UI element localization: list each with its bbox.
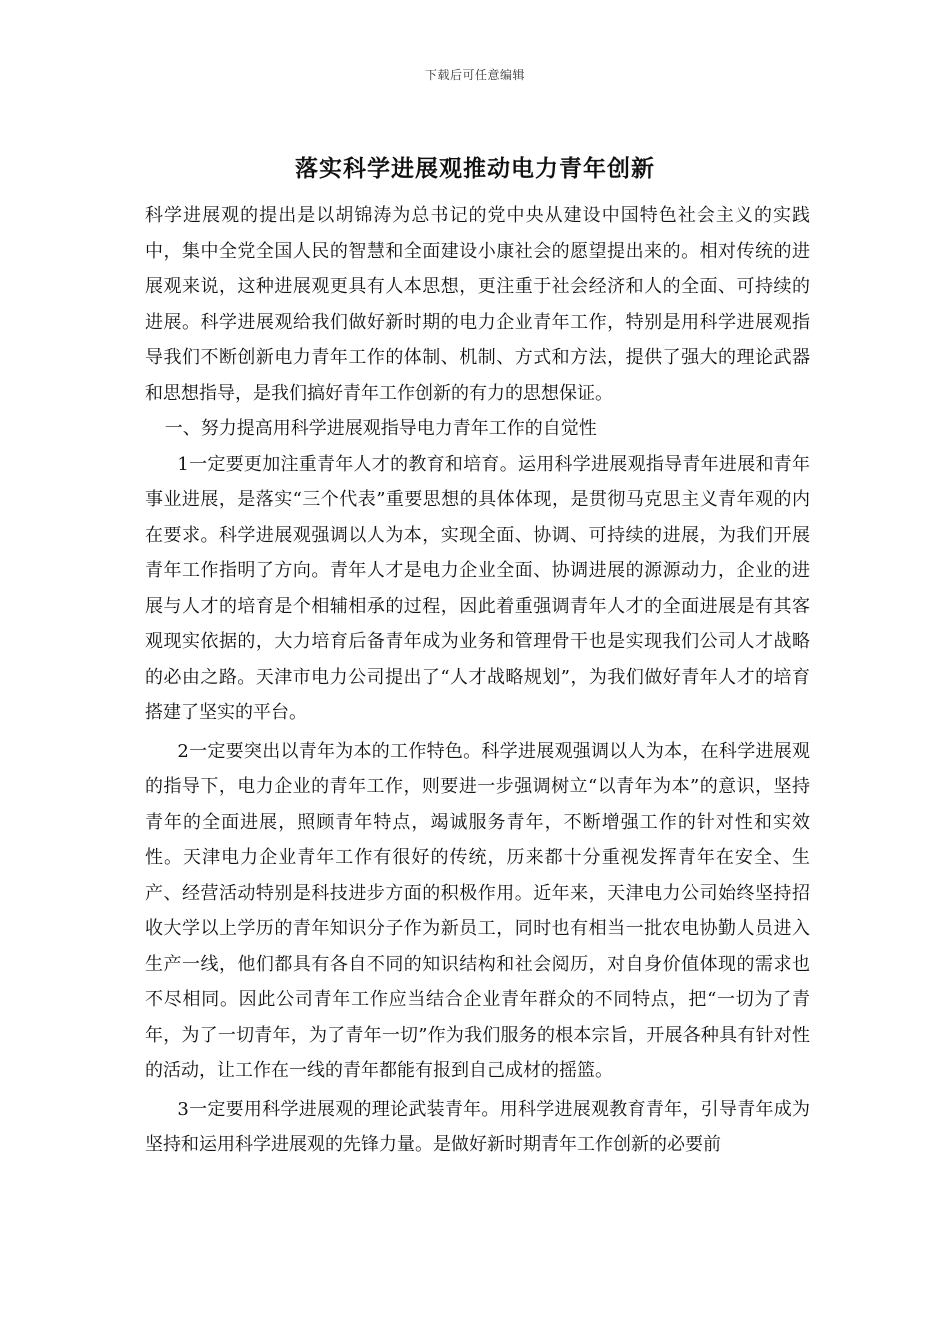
paragraph-point-2: 2一定要突出以青年为本的工作特色。科学进展观强调以人为本，在科学进展观的指导下，电力企业的青年工作，则要进一步强调树立“以青年为本”的意识，坚持青年的全面进展，照顾青年特点，竭诚服务青年，不断增强工作的针对性和实效性。天津电力企业青年工作有很好的传统，历来都十分重视发挥青年在安全、生产、经营活动特别是科技进步方面的积极作用。近年来，天津电力公司始终坚持招收大学以上学历的青年知识分子作为新员工，同时也有相当一批农电协勤人员进入生产一线，他们都具有各自不同的知识结构和社会阅历，对自身价值体现的需求也不尽相同。因此公司青年工作应当结合企业青年群众的不同特点，把“一切为了青年，为了一切青年，为了青年一切”作为我们服务的根本宗旨，开展各种具有针对性的活动，让工作在一线的青年都能有报到自己成材的摇篮。 <box>145 740 810 1081</box>
paragraph-intro: 科学进展观的提出是以胡锦涛为总书记的党中央从建设中国特色社会主义的实践中，集中全党全国人民的智慧和全面建设小康社会的愿望提出来的。相对传统的进展观来说，这种进展观更具有人本思想，更注重于社会经济和人的全面、可持续的进展。科学进展观给我们做好新时期的电力企业青年工作，特别是用科学进展观指导我们不断创新电力青年工作的体制、机制、方式和方法，提供了强大的理论武器和思想指导，是我们搞好青年工作创新的有力的思想保证。 <box>145 205 810 404</box>
paragraph-point-1: 1一定要更加注重青年人才的教育和培育。运用科学进展观指导青年进展和青年事业进展，是落实“三个代表”重要思想的具体体现，是贯彻马克思主义青年观的内在要求。科学进展观强调以人为本，实现全面、协调、可持续的进展，为我们开展青年工作指明了方向。青年人才是电力企业全面、协调进展的源源动力，企业的进展与人才的培育是个相辅相承的过程，因此着重强调青年人才的全面进展是有其客观现实依据的，大力培育后备青年成为业务和管理骨干也是实现我们公司人才战略的必由之路。天津市电力公司提出了“人才战略规划”，为我们做好青年人才的培育搭建了坚实的平台。 <box>145 453 810 723</box>
document-title: 落实科学进展观推动电力青年创新 <box>295 155 655 182</box>
paragraph-point-3: 3一定要用科学进展观的理论武装青年。用科学进展观教育青年，引导青年成为坚持和运用科学进展观的先锋力量。是做好新时期青年工作创新的必要前 <box>145 1098 810 1155</box>
document-body <box>145 198 810 1163</box>
page-header: 下载后可任意编辑 <box>424 68 525 82</box>
section-heading: 一、努力提高用科学进展观指导电力青年工作的自觉性 <box>164 418 597 439</box>
